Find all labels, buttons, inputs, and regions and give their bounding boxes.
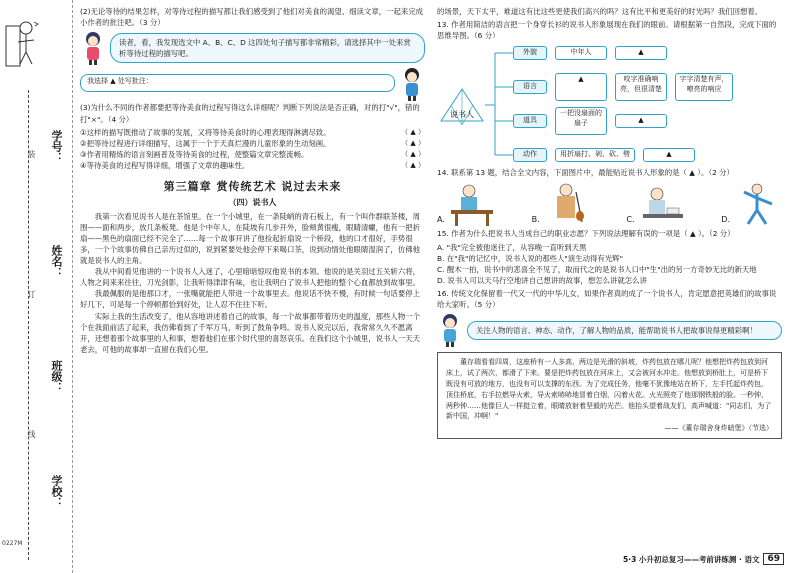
quote-source: ——《董存瑞舍身炸暗堡》（节选） <box>664 424 773 433</box>
q15-option-a[interactable]: A. "我"完全被他迷住了，从容晚一直听到天黑 <box>437 242 587 252</box>
mind-answer-slot[interactable]: ▲ <box>555 73 607 101</box>
judgment-answer[interactable]: （ ▲ ） <box>401 138 425 147</box>
student-number-label: 学号： <box>50 130 63 163</box>
question-2-answer-row <box>80 66 425 102</box>
page-number: 69 <box>763 553 784 565</box>
judgment-text: ④等待美食的过程写得详细，增强了文章的趣味性。 <box>80 160 250 170</box>
decorative-figure-icon <box>4 18 40 78</box>
boy-cartoon-icon <box>399 66 425 102</box>
judgment-text: ②把等待过程进行详细描写，这属于一个于天真烂漫的儿童形象的生动刻画。 <box>80 138 331 148</box>
quote-text: 董存瑞看看四周，这座桥有一人多高，两边是光滑的斜坡，炸药包放在哪儿呢？他想把炸药包放到河床上，试了两次，都滑了下来。要是把炸药包放在河床上，又会被河水冲走。他想放到桥肚上，可是桥下既没有可放的地方，也没有可以支撑的东西。为了完成任务，他毫不犹豫地站在桥下，左手托起炸药包，顶住桥底，右手拉燃导火索，导火索哧哧地冒着白烟，闪着火花。火光照亮了他那钢铁般的脸。一秒钟、两秒钟……他像巨人一样挺立着，眼睛放射着坚毅的光芒。他抬头望着战友们，高声喊道："同志们，为了新中国，冲啊！" <box>446 358 772 421</box>
judgment-item <box>80 160 425 171</box>
q15-option-c[interactable]: C. 醒木一拍，说书中的悲喜全不见了，取而代之的是说书人口中"生"出的另一方奇妙无比的新天地 <box>437 264 757 274</box>
left-column <box>80 6 425 566</box>
picture-option-a[interactable] <box>437 182 497 226</box>
mind-map <box>437 43 782 163</box>
mind-center-label: 说书人 <box>450 110 474 120</box>
passage-subtitle: （四）说书人 <box>228 197 277 207</box>
judgment-item <box>80 138 425 149</box>
binding-mark-zhuang: 装 <box>27 150 36 158</box>
question-16-prompt-bubble: 关注人物的语言、神态、动作，了解人物的品质，能帮助说书人把故事说得更精彩啊！ <box>467 321 782 340</box>
picture-option-d[interactable] <box>721 182 782 226</box>
mind-category-prop: 道具 <box>513 114 547 128</box>
question-3: (3)为什么不同的作者都要把等待美食的过程写得这么详细呢？判断下列说法是否正确，对的打"√"，错的打"×"。（4 分） <box>80 103 420 124</box>
passage-paragraph: 我从中间看见他讲的一个说书人入迷了，心里暗暗惊叹他说书的本领。他说的是关羽过五关斩六将，人物之间来来往往，刀光剑影，让我听得津津有味，也让我明白了说书人把他的整个心血都放到故事里。 <box>80 267 420 288</box>
judgment-item <box>80 149 425 160</box>
school-label: 学校： <box>50 475 63 508</box>
passage-continuation: 的场景，天下太平，难道这有比这些更使我们高兴的吗？这有比平和更美好的时光吗？我们回想着。 <box>437 7 763 16</box>
mind-category-speech: 语言 <box>513 80 547 94</box>
judgment-text: ③作者用精炼的语言刻画普及等待美食的过程，使整篇文章完整流畅。 <box>80 149 309 159</box>
mind-category-appearance: 外貌 <box>513 46 547 60</box>
mind-answer-slot[interactable]: ▲ <box>615 114 667 128</box>
picture-label: A. <box>437 215 445 225</box>
question-2-prompt-bubble: 读者，看，我发现选文中 A、B、C、D 这四处句子描写都非常精彩，请选择其中一处来赏析等待过程的描写吧。 <box>110 33 425 63</box>
question-16-prompt-row <box>437 312 782 348</box>
judgment-answer[interactable]: （ ▲ ） <box>401 127 425 136</box>
picture-option-c[interactable] <box>626 182 686 226</box>
mind-node: 一把没扇面的扇子 <box>555 107 607 135</box>
mind-answer-slot[interactable]: ▲ <box>643 148 695 162</box>
mind-map-connectors <box>483 43 523 163</box>
option-pictures <box>437 180 782 226</box>
question-2-prompt-row <box>80 30 425 66</box>
passage-paragraph: 实际上我的生活改变了，他从容地讲述着自己的故事，每一个故事都带着历史的温度，那些人物一个个在我面前活了起来，我仿佛看到了千军万马，听到了鼓角争鸣。说书人说完以后，我常常久久不愿离开，还想着那个故事里的人和事，想着他们在那个时代里的喜怒哀乐。在我们这个小城里，说书人一天天老去，可他的故事却一直留在我们心里。 <box>80 311 420 354</box>
question-13: 13. 作者用简洁的语言把一个身穿长衫的说书人形象展现在我们的眼前。请根据第一自然段，完成下面的思维导图。（6 分） <box>437 20 777 41</box>
judgment-answer[interactable]: （ ▲ ） <box>401 160 425 169</box>
q15-option-d[interactable]: D. 说书人可以天马行空地讲自己想讲的故事，想怎么讲就怎么讲 <box>437 275 647 285</box>
right-column <box>437 6 782 566</box>
judgment-item <box>80 127 425 138</box>
mind-category-action: 动作 <box>513 148 547 162</box>
question-2-answer-box[interactable]: 我选择 ▲ 处写批注： <box>80 74 395 92</box>
passage-paragraph: 我最佩服的是他那口才，一张嘴就能把人带进一个故事里去。他说话不快不慢，有时候一句话要停上好几下，可是每一个停顿都恰到好处，让人忍不住往下听。 <box>80 289 420 310</box>
girl-cartoon-icon <box>80 30 106 66</box>
binding-strip <box>0 0 73 573</box>
dancer-icon <box>732 182 782 226</box>
fan-icon <box>437 81 487 131</box>
quote-box <box>437 352 782 439</box>
question-14: 14. 联系第 13 题，结合全文内容，下面图片中，最能贴近说书人形象的是（ ▲ ）。（2 分） <box>437 168 734 178</box>
question-16: 16. 传统文化保留着一代又一代的中华儿女，如果作者真的成了一个说书人，肯定愿意把英雄们的故事说给大家听。（5 分） <box>437 288 777 310</box>
mind-node: 咬字准确响亮，但很清楚 <box>615 73 667 101</box>
mind-node: 字字清楚有声，嘹亮的响应 <box>675 73 733 101</box>
picture-label: B. <box>531 215 540 225</box>
tiny-code: 0227M <box>2 540 23 547</box>
series-title: 5·3 小升初总复习——考前讲练测 · 语文 <box>623 554 760 564</box>
question-15: 15. 作者为什么把说书人当成自己的职业志愿？下列说法理解有误的一项是（ ▲ ）。（2 分） <box>437 229 735 239</box>
judgment-answer[interactable]: （ ▲ ） <box>401 149 425 158</box>
passage-paragraph: 我第一次看见说书人是在茶馆里。在一个小城里，在一条陡峭的青石板上，有一个叫作群联茶楼，周围——面和两步，放几条板凳。他是个中年人，在陡坡有几步开外，脸颊黄很瘦，眼睛清癯，他有一把折扇——黑色的扇面已经不完全了……每一个故事开讲了他捡起折扇说一个桥段，他的口才很好，手势很多，一个个故事仿佛自己亲历过似的，说到紧要处他会停下来喝口茶，说到动情处他眼睛湿润了，仿佛他就是说书人的主角。 <box>80 211 420 266</box>
passage-body <box>80 211 425 355</box>
mind-node: 用折扇打、剁、砍、劈 <box>555 148 635 162</box>
name-label: 姓名： <box>50 245 63 278</box>
storyteller-table-icon <box>447 182 497 226</box>
scholar-writing-icon <box>637 182 687 226</box>
page-footer <box>623 553 784 565</box>
picture-label: C. <box>626 215 635 225</box>
question-2: (2)无论等待的结果怎样，对等待过程的描写都让我们感受到了他们对美食的渴望、细读文章，一起来完成小作者的批注吧。（3 分） <box>80 7 424 28</box>
mind-node: 中年人 <box>555 46 607 60</box>
picture-option-b[interactable] <box>532 182 592 226</box>
q15-option-b[interactable]: B. 在"我"的记忆中，说书人说的那些人"演生动得有光辉" <box>437 253 623 263</box>
judgment-text: ①这样的描写既推动了故事的发展，又将等待美食时的心理表现得淋漓尽致。 <box>80 127 331 137</box>
picture-label: D. <box>721 215 730 225</box>
binding-mark-xian: 线 <box>27 430 36 438</box>
binding-dashed-line <box>28 90 30 560</box>
class-label: 班级： <box>50 360 63 393</box>
girl-cartoon-icon <box>437 312 463 348</box>
binding-mark-ding: 订 <box>27 290 36 298</box>
mind-answer-slot[interactable]: ▲ <box>615 46 667 60</box>
chapter-title: 第三篇章 赏传统艺术 说过去未来 <box>163 180 342 194</box>
musician-icon <box>542 182 592 226</box>
